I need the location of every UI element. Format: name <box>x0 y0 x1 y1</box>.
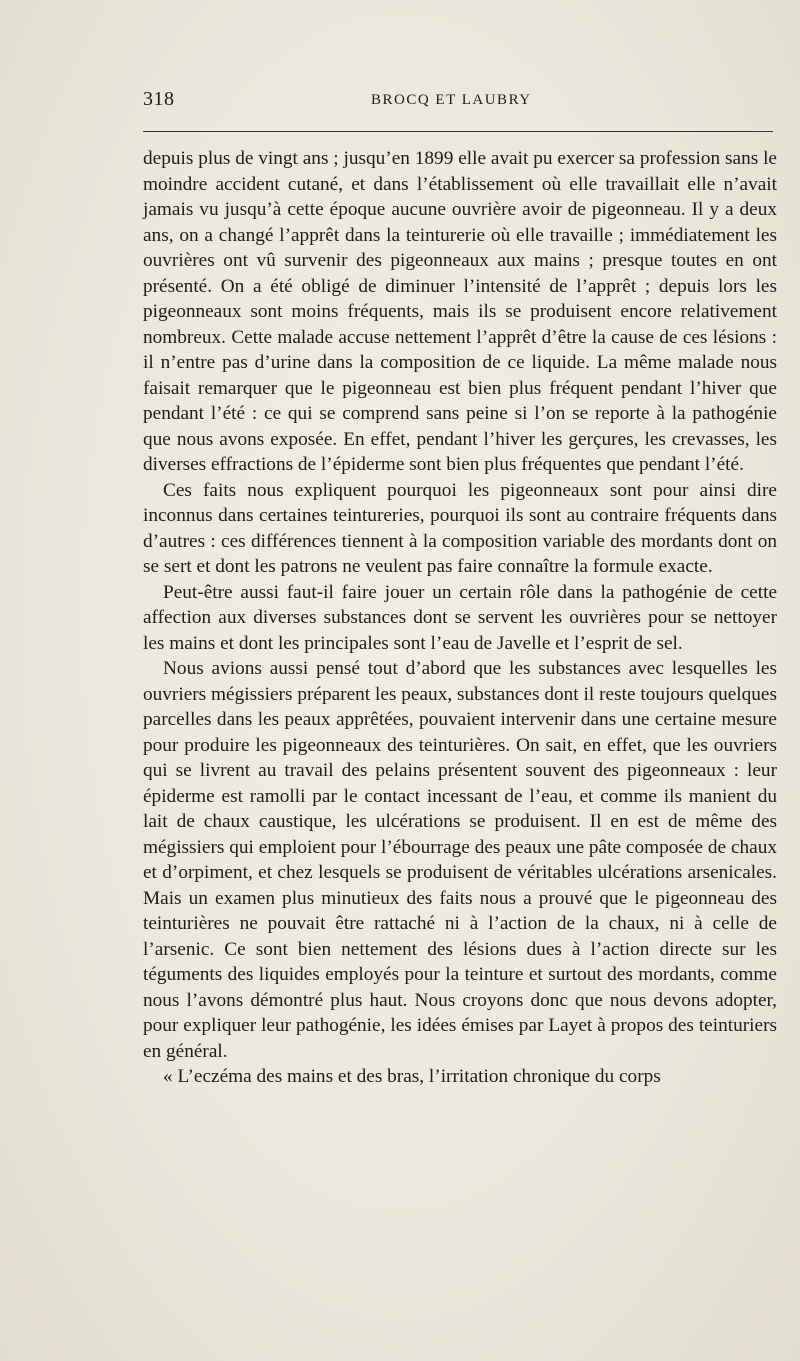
page-header <box>143 88 773 118</box>
body-text <box>143 146 777 1090</box>
page-number: 318 <box>143 88 175 110</box>
paragraph: Nous avions aussi pensé tout d’abord que les substances avec lesquelles les ouvriers mégissiers préparent les peaux, substances dont il reste toujours quelques parcelles dans les peaux apprêtées, pouvaient intervenir dans une certaine mesure pour produire les pigeonneaux des teinturières. On sait, en effet, que les ouvriers qui se livrent au travail des pelains présentent souvent des pigeonneaux : leur épiderme est ramolli par le contact incessant de l’eau, et comme ils manient du lait de chaux caustique, les ulcérations se produisent. Il en est de même des mégissiers qui emploient pour l’ébourrage des peaux une pâte composée de chaux et d’orpiment, et chez lesquels se produisent de véritables ulcérations arsenicales. Mais un examen plus minutieux des faits nous a prouvé que le pigeonneau des teinturières ne pouvait être rattaché ni à l’action de la chaux, ni à celle de l’arsenic. Ce sont bien nettement des lésions dues à l’action directe sur les téguments des liquides employés pour la teinture et surtout des mordants, comme nous l’avons démontré plus haut. Nous croyons donc que nous devons adopter, pour expliquer leur pathogénie, les idées émises par Layet à propos des teinturiers en général. <box>143 658 777 1062</box>
running-head: BROCQ ET LAUBRY <box>371 92 532 108</box>
paragraph: Peut-être aussi faut-il faire jouer un certain rôle dans la pathogénie de cette affection aux diverses substances dont se servent les ouvrières pour se nettoyer les mains et dont les principales sont l’eau de Javelle et l’esprit de sel. <box>143 581 777 654</box>
paragraph-continued: depuis plus de vingt ans ; jusqu’en 1899 elle avait pu exercer sa profession sans le moindre accident cutané, et dans l’établissement où elle travaillait elle n’avait jamais vu jusqu’à cette époque aucune ouvrière avoir de pigeonneau. Il y a deux ans, on a changé l’apprêt dans la teinturerie où elle travaille ; immédiatement les ouvrières ont vû survenir des pigeonneaux aux mains ; presque toutes en ont présenté. On a été obligé de diminuer l’intensité de l’apprêt ; depuis lors les pigeonneaux sont moins fréquents, mais ils se produisent encore relativement nombreux. Cette malade accuse nettement l’apprêt d’être la cause de ces lésions : il n’entre pas d’urine dans la composition de ce liquide. La même malade nous faisait remarquer que le pigeonneau est bien plus fréquent pendant l’hiver que pendant l’été : ce qui se comprend sans peine si l’on se reporte à la pathogénie que nous avons exposée. En effet, pendant l’hiver les gerçures, les crevasses, les diverses effractions de l’épiderme sont bien plus fréquentes que pendant l’été. <box>143 148 777 475</box>
header-rule <box>143 131 773 132</box>
paragraph-quote: « L’eczéma des mains et des bras, l’irritation chronique du corps <box>163 1066 661 1087</box>
paragraph: Ces faits nous expliquent pourquoi les pigeonneaux sont pour ainsi dire inconnus dans certaines teintureries, pourquoi ils sont au contraire fréquents dans d’autres : ces différences tiennent à la composition variable des mordants dont on se sert et dont les patrons ne veulent pas faire connaître la formule exacte. <box>143 479 777 577</box>
